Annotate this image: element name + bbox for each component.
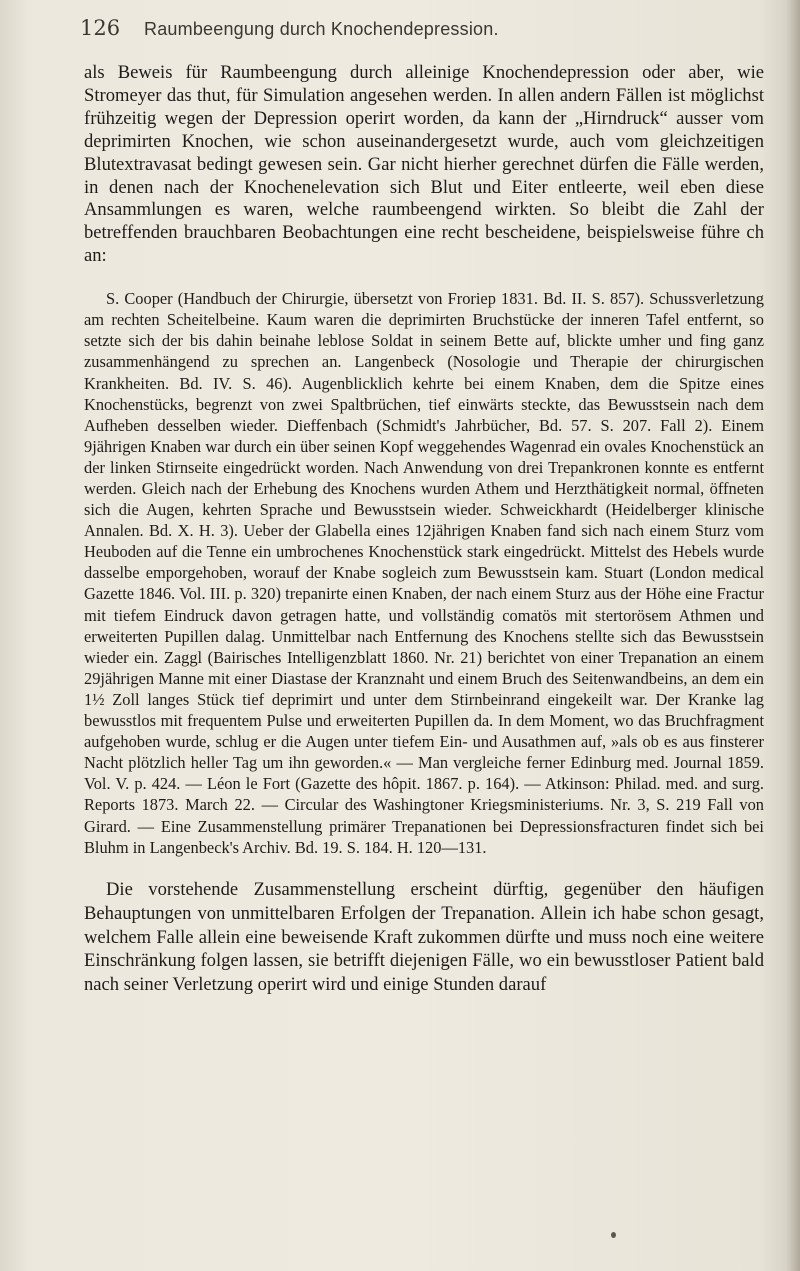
- paragraph-intro: als Beweis für Raumbeengung durch alleinige Knochendepression oder aber, wie Stromeyer das thut, für Simulation angesehen werden. In allen andern Fällen ist möglichst frühzeitig wegen der Depression operirt worden, da kann der „Hirndruck“ ausser vom deprimirten Knochen, wie schon auseinandergesetzt wurde, auch vom gleichzeitigen Blutextravasat bedingt gewesen sein. Gar nicht hierher gerechnet dürfen die Fälle werden, in denen nach der Knochenelevation sich Blut und Eiter entleerte, weil eben diese Ansammlungen es waren, welche raumbeengend wirkten. So bleibt die Zahl der betreffenden brauchbaren Beobachtungen eine recht bescheidene, beispielsweise führe ch an:: [84, 62, 764, 267]
- page-body: [84, 62, 764, 997]
- running-title: Raumbeengung durch Knochendepression.: [144, 19, 499, 39]
- paragraph-case-reports: S. Cooper (Handbuch der Chirurgie, übersetzt von Froriep 1831. Bd. II. S. 857). Schussverletzung am rechten Scheitelbeine. Kaum waren die deprimirten Bruchstücke der inneren Tafel entfernt, so setzte sich der bis dahin beinahe leblose Soldat in seinem Bette auf, blickte umher und fing ganz zusammenhängend zu sprechen an. Langenbeck (Nosologie und Therapie der chirurgischen Krankheiten. Bd. IV. S. 46). Augenblicklich kehrte bei einem Knaben, dem die Spitze eines Knochenstücks, begrenzt von zwei Spaltbrüchen, tief einwärts steckte, das Bewusstsein nach dem Aufheben desselben wieder. Dieffenbach (Schmidt's Jahrbücher, Bd. 57. S. 207. Fall 2). Einem 9jährigen Knaben war durch ein über seinen Kopf weggehendes Wagenrad ein ovales Knochenstück an der linken Stirnseite eingedrückt worden. Nach Anwendung von drei Trepankronen konnte es entfernt werden. Gleich nach der Erhebung des Knochens wurden Athem und Herzthätigkeit normal, öffneten sich die Augen, kehrten Sprache und Bewusstsein wieder. Schweickhardt (Heidelberger klinische Annalen. Bd. X. H. 3). Ueber der Glabella eines 12jährigen Knaben fand sich nach einem Sturz vom Heuboden auf die Tenne ein umbrochenes Knochenstück stark eingedrückt. Mittelst des Hebels wurde dasselbe emporgehoben, worauf der Knabe sogleich zum Bewusstsein kam. Stuart (London medical Gazette 1846. Vol. III. p. 320) trepanirte einen Knaben, der nach einem Sturz aus der Höhe eine Fractur mit tiefem Eindruck davon getragen hatte, und vollständig comatös mit stertorösem Athmen und erweiterten Pupillen dalag. Unmittelbar nach Entfernung des Knochens stellte sich das Bewusstsein wieder ein. Zaggl (Bairisches Intelligenzblatt 1860. Nr. 21) berichtet von einer Trepanation an einem 29jährigen Manne mit einer Diastase der Kranznaht und einem Bruch des Seitenwandbeins, an dem ein 1½ Zoll langes Stück tief deprimirt und unter dem Stirnbeinrand eingekeilt war. Der Kranke lag bewusstlos mit frequentem Pulse und erweiterten Pupillen da. In dem Moment, wo das Bruchfragment aufgehoben wurde, schlug er die Augen unter tiefem Ein- und Ausathmen auf, »als ob es aus finsterer Nacht plötzlich heller Tag um ihn geworden.« — Man vergleiche ferner Edinburg med. Journal 1859. Vol. V. p. 424. — Léon le Fort (Gazette des hôpit. 1867. p. 164). — Atkinson: Philad. med. and surg. Reports 1873. March 22. — Circular des Washingtoner Kriegsministeriums. Nr. 3, S. 219 Fall von Girard. — Eine Zusammenstellung primärer Trepanationen bei Depressionsfracturen findet sich bei Bluhm in Langenbeck's Archiv. Bd. 19. S. 184. H. 120—131.: [84, 289, 764, 857]
- ink-speck: [611, 1232, 616, 1238]
- page-number: 126: [80, 16, 121, 40]
- page-header: [80, 16, 760, 46]
- page-edge-shadow: [786, 0, 800, 1271]
- paragraph-conclusion: Die vorstehende Zusammenstellung erscheint dürftig, gegenüber den häufigen Behauptungen von unmittelbaren Erfolgen der Trepanation. Allein ich habe schon gesagt, welchem Falle allein eine beweisende Kraft zukommen dürfte und muss noch eine weitere Einschränkung folgen lassen, sie betrifft diejenigen Fälle, wo ein bewusstloser Patient bald nach seiner Verletzung operirt wird und einige Stunden darauf: [84, 878, 764, 996]
